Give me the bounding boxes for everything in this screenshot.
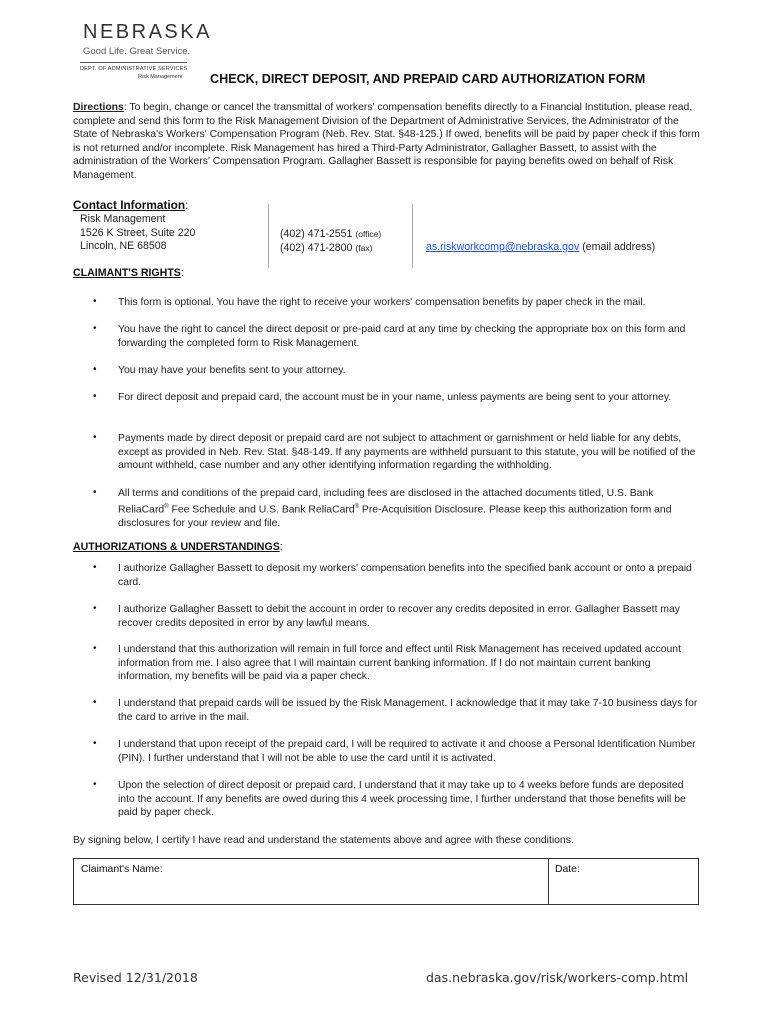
contact-address xyxy=(80,213,195,254)
rights-heading: CLAIMANT'S RIGHTS xyxy=(73,267,181,279)
contact-separator-2 xyxy=(412,204,414,268)
signature-box-divider xyxy=(548,858,549,905)
rights-item-text: All terms and conditions of the prepaid card, including fees are disclosed in the attached documents titled, U.S. Bank ReliaCard® Fee Schedule and U.S. Bank ReliaCard® Pre-Acquisition Disclosure. Please keep this authorization form and disclosures for your review and file. xyxy=(118,488,672,529)
email-label: (email address) xyxy=(582,241,656,253)
phone-office-label: (office) xyxy=(355,229,382,239)
contact-name: Risk Management xyxy=(80,213,166,225)
certification-statement: By signing below, I certify I have read and understand the statements above and agree with these conditions. xyxy=(73,835,574,846)
form-title: CHECK, DIRECT DEPOSIT, AND PREPAID CARD AUTHORIZATION FORM xyxy=(210,72,646,86)
logo-division: Risk Management xyxy=(138,74,183,80)
rights-item-text: You may have your benefits sent to your attorney. xyxy=(118,365,346,376)
rights-heading-row xyxy=(73,267,184,279)
authorization-item-text: Upon the selection of direct deposit or prepaid card, I understand that it may take up to 4 weeks before funds are deposited into the account. If any benefits are owed during this 4 week processing time, I further understand that those benefits will be paid by paper check. xyxy=(118,780,686,819)
rights-item-text: This form is optional. You have the right to receive your workers' compensation benefits by paper check in the mail. xyxy=(118,297,646,308)
phone-office: (402) 471-2551 xyxy=(280,228,353,240)
rights-item-text: For direct deposit and prepaid card, the account must be in your name, unless payments are being sent to your attorney. xyxy=(118,392,672,403)
footer-url[interactable]: das.nebraska.gov/risk/workers-comp.html xyxy=(426,970,689,985)
contact-city: Lincoln, NE 68508 xyxy=(80,240,167,252)
authorizations-heading-colon: : xyxy=(279,541,283,553)
rights-heading-colon: : xyxy=(180,267,184,279)
nebraska-logo-wordmark: NEBRASKA xyxy=(83,21,212,43)
directions-paragraph xyxy=(73,101,703,183)
directions-label: Directions xyxy=(73,102,124,113)
authorization-item-text: I authorize Gallagher Bassett to deposit my workers' compensation benefits into the specified bank account or onto a prepaid card. xyxy=(118,563,692,588)
contact-separator xyxy=(268,204,270,268)
contact-heading-colon: : xyxy=(185,198,189,212)
authorization-item-text: I understand that prepaid cards will be issued by the Risk Management. I acknowledge that it may take 7-10 business days for the card to arrive in the mail. xyxy=(118,698,698,723)
authorizations-heading: AUTHORIZATIONS & UNDERSTANDINGS xyxy=(73,541,280,553)
signature-box[interactable] xyxy=(73,858,699,905)
phone-office-row xyxy=(280,228,381,242)
rights-item-text: Payments made by direct deposit or prepaid card are not subject to attachment or garnishment or held liable for any debts, except as provided in Neb. Rev. Stat. §48-149. If any payments are withheld pursuant to this statute, you will be notified of the amount withheld, case number and any other identifying information regarding the withholding. xyxy=(118,433,696,472)
contact-heading-row xyxy=(73,198,188,212)
phone-fax-label: (fax) xyxy=(355,242,373,253)
email-link[interactable]: as.riskworkcomp@nebraska.gov xyxy=(426,241,580,253)
contact-email-row xyxy=(426,241,655,255)
authorization-item-text: I understand that this authorization will remain in full force and effect until Risk Management has received updated account information from me. I also agree that I will maintain current banking information. If I do not maintain current banking information, my benefits will be paid via a paper check. xyxy=(118,644,681,683)
rights-item-text: You have the right to cancel the direct deposit or pre-paid card at any time by checking the appropriate box on this form and forwarding the completed form to Risk Management. xyxy=(118,324,686,349)
phone-fax-row xyxy=(280,242,381,256)
date-label: Date: xyxy=(555,864,580,875)
contact-phones xyxy=(280,228,381,255)
logo-divider xyxy=(80,62,187,63)
contact-street: 1526 K Street, Suite 220 xyxy=(80,226,196,239)
authorizations-heading-row xyxy=(73,541,283,553)
logo-department: DEPT. OF ADMINISTRATIVE SERVICES xyxy=(80,66,188,72)
authorization-item-text: I authorize Gallagher Bassett to debit the account in order to recover any credits deposited in error. Gallagher Bassett may recover credits deposited in error by any lawful means. xyxy=(118,604,680,629)
directions-text: : To begin, change or cancel the transmittal of workers' compensation benefits directly to a Financial Institution, please read, complete and send this form to the Risk Management Division of the Department of Administrative Services, the Administrator of the State of Nebraska's Workers' Compensation Program (Neb. Rev. Stat. §48-125.) If owed, benefits will be paid by paper check if this form is not returned and/or incomplete. Risk Management has hired a Third-Party Administrator, Gallagher Bassett, to assist with the administration of the Workers' Compensation Program. Gallagher Bassett is responsible for paying benefits owed on behalf of Risk Management. xyxy=(73,102,700,181)
contact-heading: Contact Information xyxy=(73,198,186,212)
phone-fax: (402) 471-2800 xyxy=(280,241,353,254)
logo-tagline: Good Life. Great Service. xyxy=(83,46,191,57)
revision-date: Revised 12/31/2018 xyxy=(73,970,198,985)
claimant-name-label: Claimant's Name: xyxy=(81,864,163,875)
authorization-item-text: I understand that upon receipt of the prepaid card, I will be required to activate it and choose a Personal Identification Number (PIN). I further understand that I will not be able to use the card until it is activated. xyxy=(118,739,696,764)
